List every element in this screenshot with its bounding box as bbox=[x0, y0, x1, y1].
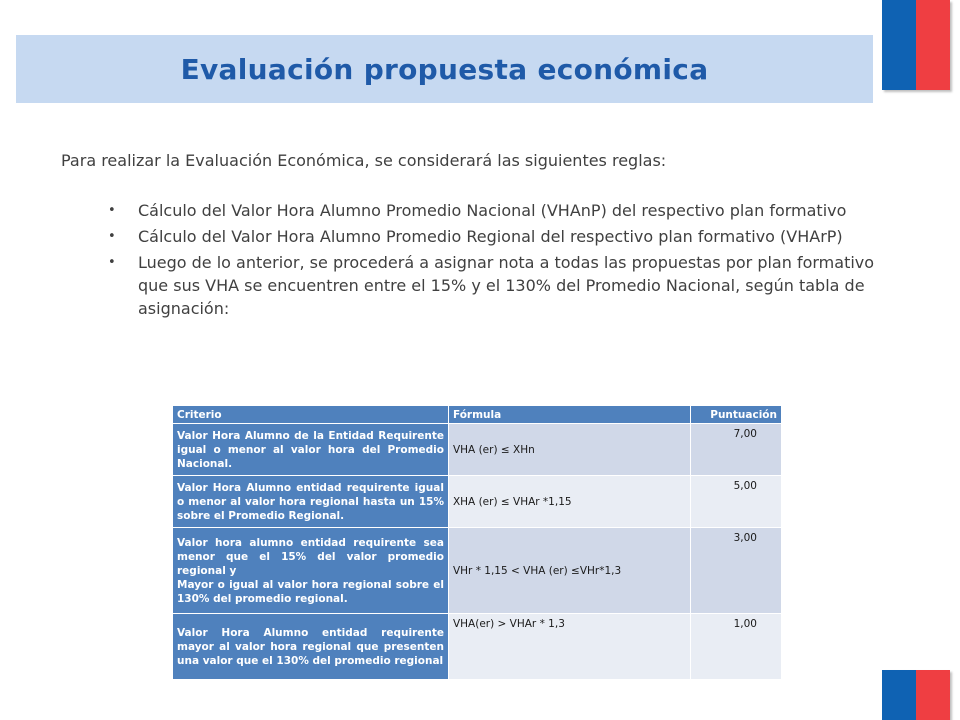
puntuacion-cell: 3,00 bbox=[691, 528, 782, 614]
formula-cell: XHA (er) ≤ VHAr *1,15 bbox=[448, 476, 690, 528]
puntuacion-cell: 5,00 bbox=[691, 476, 782, 528]
bullet-icon: • bbox=[108, 229, 116, 244]
table-row bbox=[173, 614, 782, 680]
puntuacion-cell: 7,00 bbox=[691, 424, 782, 476]
puntuacion-cell: 1,00 bbox=[691, 614, 782, 680]
criterio-cell: Valor Hora Alumno de la Entidad Requirente igual o menor al valor hora del Promedio Nacional. bbox=[173, 424, 449, 476]
flag-red-stripe bbox=[916, 0, 950, 90]
rule-item bbox=[108, 199, 878, 222]
criterio-extra-text: Mayor o igual al valor hora regional sobre el 130% del promedio regional. bbox=[177, 578, 444, 605]
rule-item bbox=[108, 251, 878, 320]
criterio-cell bbox=[173, 528, 449, 614]
flag-blue-stripe bbox=[882, 0, 916, 90]
flag-logo-top bbox=[882, 0, 950, 90]
criterio-cell: Valor Hora Alumno entidad requirente igual o menor al valor hora regional hasta un 15% sobre el Promedio Regional. bbox=[173, 476, 449, 528]
formula-cell: VHA (er) ≤ XHn bbox=[448, 424, 690, 476]
criterio-cell: Valor Hora Alumno entidad requirente mayor al valor hora regional que presenten una valor que el 130% del promedio regional bbox=[173, 614, 449, 680]
criterio-text: Valor hora alumno entidad requirente sea menor que el 15% del valor promedio regional y bbox=[177, 536, 444, 577]
rules-list bbox=[108, 199, 878, 323]
rule-text: Cálculo del Valor Hora Alumno Promedio Regional del respectivo plan formativo (VHArP) bbox=[138, 227, 843, 246]
formula-cell: VHr * 1,15 < VHA (er) ≤VHr*1,3 bbox=[448, 528, 690, 614]
formula-cell: VHA(er) > VHAr * 1,3 bbox=[448, 614, 690, 680]
table-row bbox=[173, 528, 782, 614]
flag-blue-stripe bbox=[882, 670, 916, 720]
table-header-row bbox=[173, 406, 782, 424]
header-puntuacion: Puntuación bbox=[691, 406, 782, 424]
table-row bbox=[173, 424, 782, 476]
title-banner bbox=[16, 35, 873, 103]
rule-item bbox=[108, 225, 878, 248]
flag-logo-bottom bbox=[882, 670, 950, 720]
header-formula: Fórmula bbox=[448, 406, 690, 424]
intro-text: Para realizar la Evaluación Económica, se considerará las siguientes reglas: bbox=[61, 151, 667, 170]
table-row bbox=[173, 476, 782, 528]
bullet-icon: • bbox=[108, 255, 116, 270]
rule-text: Luego de lo anterior, se procederá a asignar nota a todas las propuestas por plan formativo que sus VHA se encuentren entre el 15% y el 130% del Promedio Nacional, según tabla de asignación: bbox=[138, 253, 875, 318]
bullet-icon: • bbox=[108, 203, 116, 218]
page-title: Evaluación propuesta económica bbox=[180, 52, 709, 86]
scoring-table bbox=[172, 405, 782, 680]
rule-text: Cálculo del Valor Hora Alumno Promedio Nacional (VHAnP) del respectivo plan formativo bbox=[138, 201, 847, 220]
flag-red-stripe bbox=[916, 670, 950, 720]
header-criterio: Criterio bbox=[173, 406, 449, 424]
